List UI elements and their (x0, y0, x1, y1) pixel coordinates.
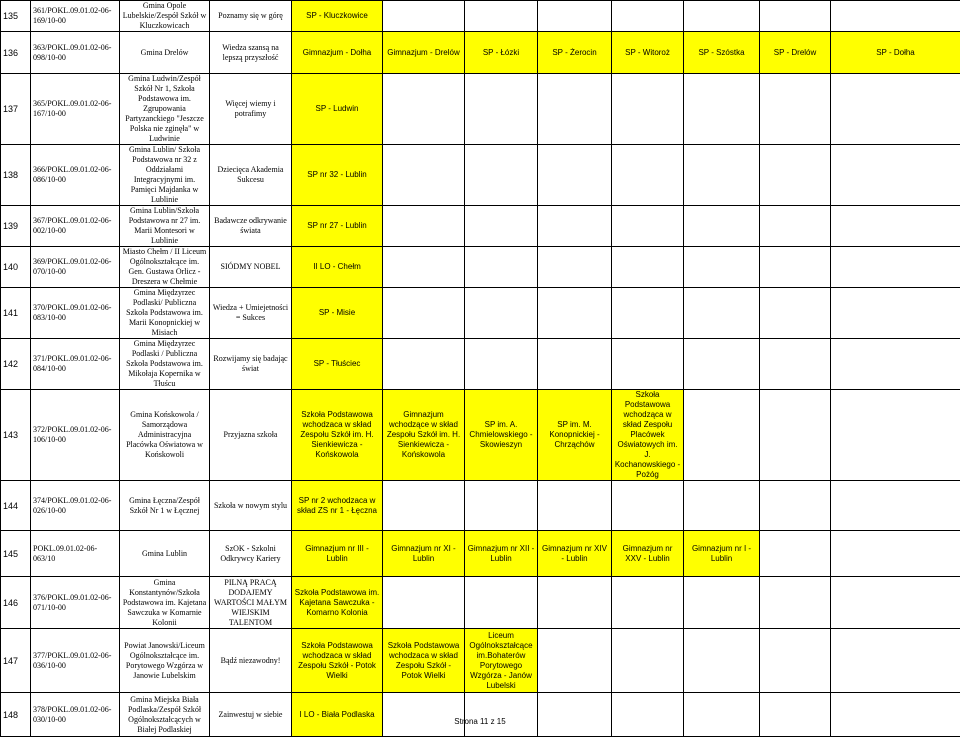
project-title: Zainwestuj w siebie (210, 693, 292, 737)
school-cell: SP - Tłuściec (292, 339, 383, 390)
project-code: 369/POKL.09.01.02-06-070/10-00 (31, 247, 120, 288)
empty-cell (684, 288, 760, 339)
empty-cell (465, 206, 538, 247)
empty-cell (760, 145, 831, 206)
empty-cell (831, 247, 960, 288)
school-cell: SP - Szóstka (684, 32, 760, 74)
school-cell: SP - Ludwin (292, 74, 383, 145)
empty-cell (684, 390, 760, 481)
page-number: Strona 11 z 15 (0, 717, 960, 726)
project-title: SIÓDMY NOBEL (210, 247, 292, 288)
empty-cell (760, 577, 831, 629)
school-cell: Szkoła Podstawowa wchodząca w skład Zespołu Placówek Oświatowych im. J. Kochanowskiego - Pożóg (612, 390, 684, 481)
project-code: 363/POKL.09.01.02-06-098/10-00 (31, 32, 120, 74)
empty-cell (383, 288, 465, 339)
project-title: Rozwijamy się badając świat (210, 339, 292, 390)
empty-cell (684, 1, 760, 32)
empty-cell (831, 577, 960, 629)
row-number: 139 (1, 206, 31, 247)
school-cell: Gimnazjum nr XIV - Lublin (538, 531, 612, 577)
row-number: 140 (1, 247, 31, 288)
school-cell: Gimnazjum nr XXV - Lublin (612, 531, 684, 577)
empty-cell (465, 339, 538, 390)
empty-cell (684, 339, 760, 390)
empty-cell (383, 1, 465, 32)
beneficiary: Gmina Międzyrzec Podlaski/ Publiczna Szkoła Podstawowa im. Marii Konopnickiej w Misiach (120, 288, 210, 339)
project-code: 378/POKL.09.01.02-06-030/10-00 (31, 693, 120, 737)
empty-cell (465, 693, 538, 737)
table-row (1, 693, 960, 737)
empty-cell (383, 74, 465, 145)
beneficiary: Powiat Janowski/Liceum Ogólnokształcące im. Porytowego Wzgórza w Janowie Lubelskim (120, 629, 210, 693)
empty-cell (831, 531, 960, 577)
school-cell: II LO - Chełm (292, 247, 383, 288)
project-title: Badawcze odkrywanie świata (210, 206, 292, 247)
project-title: PILNĄ PRACĄ DODAJEMY WARTOŚCI MAŁYM WIEJSKIM TALENTOM (210, 577, 292, 629)
project-code: 372/POKL.09.01.02-06-106/10-00 (31, 390, 120, 481)
empty-cell (538, 693, 612, 737)
project-title: Bądź niezawodny! (210, 629, 292, 693)
beneficiary: Gmina Lublin/Szkoła Podstawowa nr 27 im. Marii Montesori w Lublinie (120, 206, 210, 247)
school-cell: SP nr 27 - Lublin (292, 206, 383, 247)
project-title: Wiedza + Umiejetności = Sukces (210, 288, 292, 339)
project-code: 371/POKL.09.01.02-06-084/10-00 (31, 339, 120, 390)
table-row (1, 1, 960, 32)
empty-cell (760, 390, 831, 481)
row-number: 147 (1, 629, 31, 693)
project-title: Przyjazna szkoła (210, 390, 292, 481)
empty-cell (538, 247, 612, 288)
empty-cell (383, 577, 465, 629)
table-row (1, 577, 960, 629)
row-number: 143 (1, 390, 31, 481)
project-code: 366/POKL.09.01.02-06-086/10-00 (31, 145, 120, 206)
empty-cell (684, 693, 760, 737)
empty-cell (760, 481, 831, 531)
empty-cell (684, 629, 760, 693)
school-cell: SP - Drelów (760, 32, 831, 74)
school-cell: Szkoła Podstawowa wchodzaca w skład Zespołu Szkół - Potok Wielki (292, 629, 383, 693)
school-cell: SP - Dołha (831, 32, 960, 74)
empty-cell (612, 339, 684, 390)
empty-cell (831, 145, 960, 206)
empty-cell (538, 206, 612, 247)
empty-cell (760, 1, 831, 32)
empty-cell (465, 481, 538, 531)
school-cell: Gimnazjum nr III - Lublin (292, 531, 383, 577)
project-code: 377/POKL.09.01.02-06-036/10-00 (31, 629, 120, 693)
empty-cell (760, 288, 831, 339)
school-cell: Gimnazjum wchodzące w skład Zespołu Szkół im. H. Sienkiewicza - Końskowola (383, 390, 465, 481)
empty-cell (760, 629, 831, 693)
empty-cell (383, 206, 465, 247)
empty-cell (760, 339, 831, 390)
empty-cell (465, 288, 538, 339)
empty-cell (383, 247, 465, 288)
school-cell: SP im. M. Konopnickiej - Chrząchów (538, 390, 612, 481)
empty-cell (684, 247, 760, 288)
empty-cell (684, 481, 760, 531)
project-title: Szkoła w nowym stylu (210, 481, 292, 531)
empty-cell (383, 339, 465, 390)
empty-cell (831, 693, 960, 737)
row-number: 137 (1, 74, 31, 145)
beneficiary: Gmina Końskowola / Samorządowa Administracyjna Placówka Oświatowa w Końskowoli (120, 390, 210, 481)
table-row (1, 531, 960, 577)
empty-cell (538, 145, 612, 206)
row-number: 138 (1, 145, 31, 206)
school-cell: SP nr 32 - Lublin (292, 145, 383, 206)
empty-cell (612, 288, 684, 339)
school-cell: Liceum Ogólnokształcące im.Bohaterów Porytowego Wzgórza - Janów Lubelski (465, 629, 538, 693)
empty-cell (538, 74, 612, 145)
row-number: 146 (1, 577, 31, 629)
school-cell: SP im. A. Chmielowskiego - Skowieszyn (465, 390, 538, 481)
project-title: Poznamy się w górę (210, 1, 292, 32)
table-row (1, 288, 960, 339)
empty-cell (383, 481, 465, 531)
empty-cell (612, 247, 684, 288)
row-number: 135 (1, 1, 31, 32)
row-number: 145 (1, 531, 31, 577)
school-cell: Gimnazjum nr XII - Lublin (465, 531, 538, 577)
empty-cell (760, 693, 831, 737)
empty-cell (760, 206, 831, 247)
row-number: 144 (1, 481, 31, 531)
empty-cell (612, 481, 684, 531)
empty-cell (831, 1, 960, 32)
table-row (1, 629, 960, 693)
empty-cell (465, 74, 538, 145)
empty-cell (612, 145, 684, 206)
empty-cell (831, 206, 960, 247)
project-code: 365/POKL.09.01.02-06-167/10-00 (31, 74, 120, 145)
school-cell: SP - Żerocin (538, 32, 612, 74)
project-title: Więcej wiemy i potrafimy (210, 74, 292, 145)
empty-cell (684, 577, 760, 629)
empty-cell (684, 74, 760, 145)
empty-cell (831, 74, 960, 145)
table-row (1, 247, 960, 288)
school-cell: SP - Misie (292, 288, 383, 339)
row-number: 142 (1, 339, 31, 390)
beneficiary: Gmina Miejska Biała Podlaska/Zespół Szkół Ogólnokształcących w Białej Podlaskiej (120, 693, 210, 737)
project-code: POKL.09.01.02-06-063/10 (31, 531, 120, 577)
project-title: Wiedza szansą na lepszą przyszłość (210, 32, 292, 74)
beneficiary: Miasto Chełm / II Liceum Ogólnokształcące im. Gen. Gustawa Orlicz - Dreszera w Chełmie (120, 247, 210, 288)
empty-cell (760, 247, 831, 288)
empty-cell (538, 577, 612, 629)
empty-cell (383, 145, 465, 206)
beneficiary: Gmina Łęczna/Zespół Szkół Nr 1 w Łęcznej (120, 481, 210, 531)
project-code: 370/POKL.09.01.02-06-083/10-00 (31, 288, 120, 339)
school-cell: Gimnazjum - Drelów (383, 32, 465, 74)
project-title: SzOK - Szkolni Odkrywcy Kariery (210, 531, 292, 577)
project-code: 374/POKL.09.01.02-06-026/10-00 (31, 481, 120, 531)
empty-cell (465, 145, 538, 206)
empty-cell (831, 481, 960, 531)
table-row (1, 390, 960, 481)
school-cell: Gimnazjum nr XI - Lublin (383, 531, 465, 577)
empty-cell (612, 693, 684, 737)
table-row (1, 74, 960, 145)
project-code: 367/POKL.09.01.02-06-002/10-00 (31, 206, 120, 247)
empty-cell (831, 629, 960, 693)
empty-cell (612, 74, 684, 145)
school-cell: Szkoła Podstawowa wchodzaca w skład Zespołu Szkół - Potok Wielki (383, 629, 465, 693)
project-code: 361/POKL.09.01.02-06-169/10-00 (31, 1, 120, 32)
school-cell: Szkoła Podstawowa wchodzaca w skład Zespołu Szkół im. H. Sienkiewicza - Końskowola (292, 390, 383, 481)
empty-cell (538, 339, 612, 390)
beneficiary: Gmina Drelów (120, 32, 210, 74)
school-cell: SP - Kluczkowice (292, 1, 383, 32)
beneficiary: Gmina Lublin (120, 531, 210, 577)
school-cell: SP - Łózki (465, 32, 538, 74)
beneficiary: Gmina Konstantynów/Szkoła Podstawowa im. Kajetana Sawczuka w Komarnie Kolonii (120, 577, 210, 629)
project-code: 376/POKL.09.01.02-06-071/10-00 (31, 577, 120, 629)
empty-cell (612, 206, 684, 247)
empty-cell (760, 531, 831, 577)
empty-cell (538, 1, 612, 32)
table-row (1, 32, 960, 74)
empty-cell (383, 693, 465, 737)
row-number: 136 (1, 32, 31, 74)
empty-cell (538, 288, 612, 339)
table-row (1, 206, 960, 247)
empty-cell (831, 390, 960, 481)
empty-cell (760, 74, 831, 145)
empty-cell (612, 577, 684, 629)
table-row (1, 145, 960, 206)
empty-cell (612, 629, 684, 693)
beneficiary: Gmina Lublin/ Szkoła Podstawowa nr 32 z Oddziałami Integracyjnymi im. Pamięci Majdanka w Lublinie (120, 145, 210, 206)
school-cell: Gimnazjum nr I - Lublin (684, 531, 760, 577)
empty-cell (684, 145, 760, 206)
empty-cell (465, 577, 538, 629)
empty-cell (831, 288, 960, 339)
empty-cell (538, 481, 612, 531)
school-cell: SP nr 2 wchodzaca w skład ZS nr 1 - Łęczna (292, 481, 383, 531)
row-number: 141 (1, 288, 31, 339)
empty-cell (465, 247, 538, 288)
school-cell: Gimnazjum - Dołha (292, 32, 383, 74)
row-number: 148 (1, 693, 31, 737)
school-cell: SP - Witoroż (612, 32, 684, 74)
empty-cell (612, 1, 684, 32)
beneficiary: Gmina Ludwin/Zespół Szkół Nr 1, Szkoła Podstawowa im. Zgrupowania Partyzanckiego "Jeszcze Polska nie zginęła" w Ludwinie (120, 74, 210, 145)
empty-cell (831, 339, 960, 390)
project-title: Dziecięca Akademia Sukcesu (210, 145, 292, 206)
beneficiary: Gmina Opole Lubelskie/Zespół Szkół w Kluczkowicach (120, 1, 210, 32)
empty-cell (465, 1, 538, 32)
school-cell: I LO - Biała Podlaska (292, 693, 383, 737)
table-row (1, 339, 960, 390)
beneficiary: Gmina Międzyrzec Podlaski / Publiczna Szkoła Podstawowa im. Mikołaja Kopernika w Tłuścu (120, 339, 210, 390)
table-row (1, 481, 960, 531)
school-cell: Szkoła Podstawowa im. Kajetana Sawczuka - Komarno Kolonia (292, 577, 383, 629)
empty-cell (684, 206, 760, 247)
empty-cell (538, 629, 612, 693)
